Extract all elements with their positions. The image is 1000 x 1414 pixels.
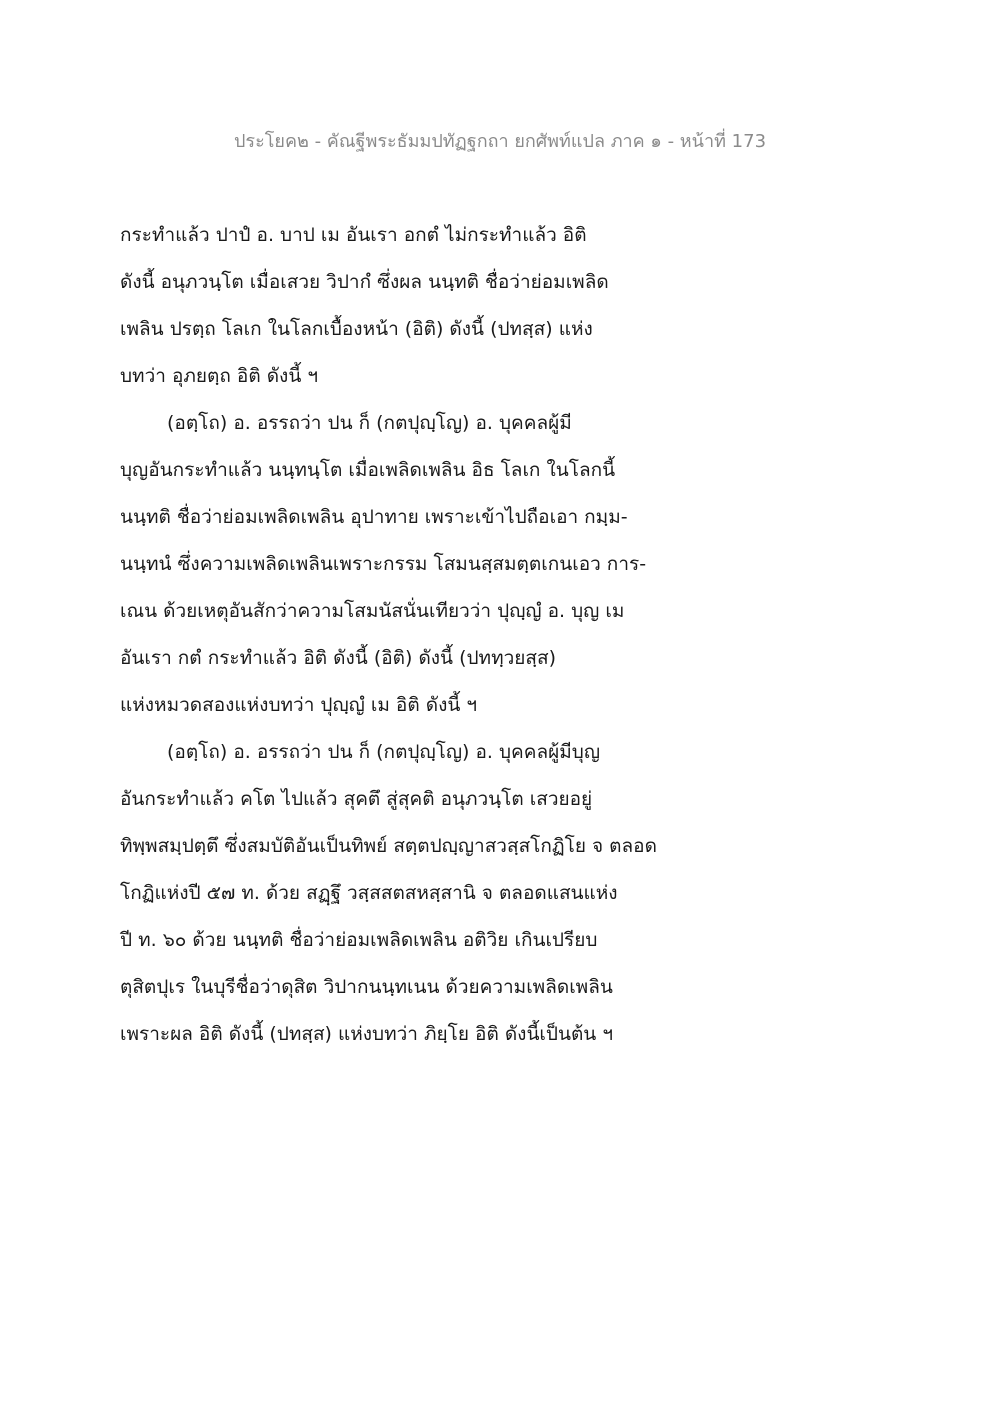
- page-header: ประโยค๒ - คัณฐีพระธัมมปทัฏฐกถา ยกศัพท์แปล ภาค ๑ - หน้าที่ 173: [233, 131, 767, 152]
- paragraph-first-line: (อตฺโถ) อ. อรรถว่า ปน ก็ (กตปุญฺโญ) อ. บุคคลผู้มี: [167, 412, 572, 434]
- text-line: เณน ด้วยเหตุอันสักว่าความโสมนัสนั่นเทียวว่า ปุญฺญํ อ. บุญ เม: [120, 600, 625, 622]
- text-line: ทิพฺพสมฺปตฺตึ ซึ่งสมบัติอันเป็นทิพย์ สตฺตปญฺญาสวสฺสโกฏิโย จ ตลอด: [120, 835, 657, 857]
- text-line: โกฏิแห่งปี ๕๗ ท. ด้วย สฏฺฐึ วสฺสสตสหสฺสานิ จ ตลอดแสนแห่ง: [120, 882, 618, 904]
- body-text: [120, 212, 720, 1058]
- text-line: บทว่า อุภยตฺถ อิติ ดังนี้ ฯ: [120, 365, 319, 387]
- text-line: ปี ท. ๖๐ ด้วย นนฺทติ ชื่อว่าย่อมเพลิดเพลิน อติวิย เกินเปรียบ: [120, 929, 598, 951]
- text-line: ตุสิตปุเร ในบุรีชื่อว่าดุสิต วิปากนนฺทเนน ด้วยความเพลิดเพลิน: [120, 976, 613, 998]
- text-line: กระทำแล้ว ปาปํ อ. บาป เม อันเรา อกตํ ไม่กระทำแล้ว อิติ: [120, 224, 587, 246]
- text-line: เพลิน ปรตฺถ โลเก ในโลกเบื้องหน้า (อิติ) ดังนี้ (ปทสฺส) แห่ง: [120, 318, 593, 340]
- text-line: นนฺทติ ชื่อว่าย่อมเพลิดเพลิน อุปาทาย เพราะเข้าไปถือเอา กมฺม-: [120, 506, 628, 528]
- text-line: อันเรา กตํ กระทำแล้ว อิติ ดังนี้ (อิติ) ดังนี้ (ปททฺวยสฺส): [120, 647, 557, 669]
- paragraph-first-line: (อตฺโถ) อ. อรรถว่า ปน ก็ (กตปุญฺโญ) อ. บุคคลผู้มีบุญ: [167, 741, 601, 763]
- text-line: นนฺทนํ ซึ่งความเพลิดเพลินเพราะกรรม โสมนสฺสมตฺตเกนเอว การ-: [120, 553, 647, 575]
- text-line: เพราะผล อิติ ดังนี้ (ปทสฺส) แห่งบทว่า ภิยฺโย อิติ ดังนี้เป็นต้น ฯ: [120, 1023, 614, 1045]
- text-line: ดังนี้ อนุภวนฺโต เมื่อเสวย วิปากํ ซึ่งผล นนฺทติ ชื่อว่าย่อมเพลิด: [120, 271, 609, 293]
- text-line: บุญอันกระทำแล้ว นนฺทนฺโต เมื่อเพลิดเพลิน อิธ โลเก ในโลกนี้: [120, 459, 616, 481]
- text-line: อันกระทำแล้ว คโต ไปแล้ว สุคตึ สู่สุคติ อนุภวนฺโต เสวยอยู่: [120, 788, 593, 810]
- text-line: แห่งหมวดสองแห่งบทว่า ปุญฺญํ เม อิติ ดังนี้ ฯ: [120, 694, 478, 716]
